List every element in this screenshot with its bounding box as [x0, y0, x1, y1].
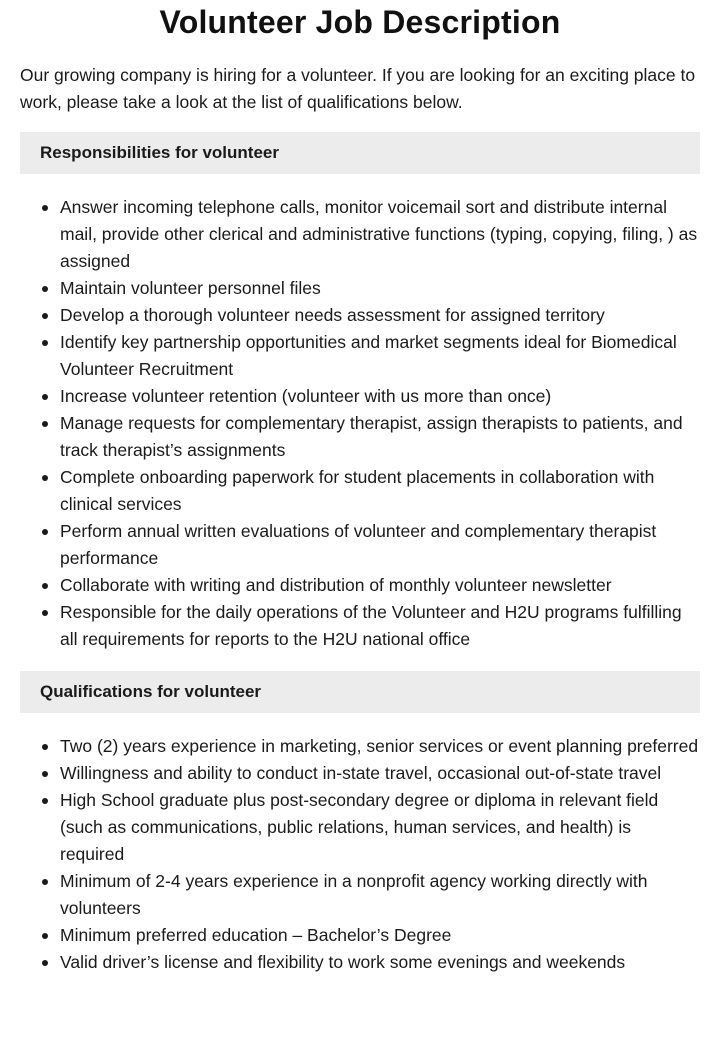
- list-item: Answer incoming telephone calls, monitor voicemail sort and distribute internal mail, provide other clerical and administrative functions (typing, copying, filing, ) as assigned: [60, 194, 700, 275]
- list-item: Valid driver’s license and flexibility to work some evenings and weekends: [60, 949, 700, 976]
- responsibilities-list: [20, 194, 700, 653]
- list-item: Manage requests for complementary therapist, assign therapists to patients, and track therapist’s assignments: [60, 410, 700, 464]
- list-item: Increase volunteer retention (volunteer with us more than once): [60, 383, 700, 410]
- qualifications-list: [20, 733, 700, 976]
- list-item: Collaborate with writing and distribution of monthly volunteer newsletter: [60, 572, 700, 599]
- list-item: Develop a thorough volunteer needs assessment for assigned territory: [60, 302, 700, 329]
- list-item: Two (2) years experience in marketing, senior services or event planning preferred: [60, 733, 700, 760]
- list-item: Perform annual written evaluations of volunteer and complementary therapist performance: [60, 518, 700, 572]
- page-title: Volunteer Job Description: [159, 4, 561, 40]
- responsibilities-heading: Responsibilities for volunteer: [20, 132, 700, 174]
- list-item: Identify key partnership opportunities and market segments ideal for Biomedical Volunteer Recruitment: [60, 329, 700, 383]
- list-item: Minimum preferred education – Bachelor’s Degree: [60, 922, 700, 949]
- intro-paragraph: Our growing company is hiring for a volunteer. If you are looking for an exciting place to work, please take a look at the list of qualifications below.: [20, 65, 696, 112]
- list-item: Minimum of 2-4 years experience in a nonprofit agency working directly with volunteers: [60, 868, 700, 922]
- list-item: Complete onboarding paperwork for student placements in collaboration with clinical services: [60, 464, 700, 518]
- list-item: High School graduate plus post-secondary degree or diploma in relevant field (such as communications, public relations, human services, and health) is required: [60, 787, 700, 868]
- list-item: Maintain volunteer personnel files: [60, 275, 700, 302]
- list-item: Responsible for the daily operations of the Volunteer and H2U programs fulfilling all requirements for reports to the H2U national office: [60, 599, 700, 653]
- qualifications-heading: Qualifications for volunteer: [20, 671, 700, 713]
- list-item: Willingness and ability to conduct in-state travel, occasional out-of-state travel: [60, 760, 700, 787]
